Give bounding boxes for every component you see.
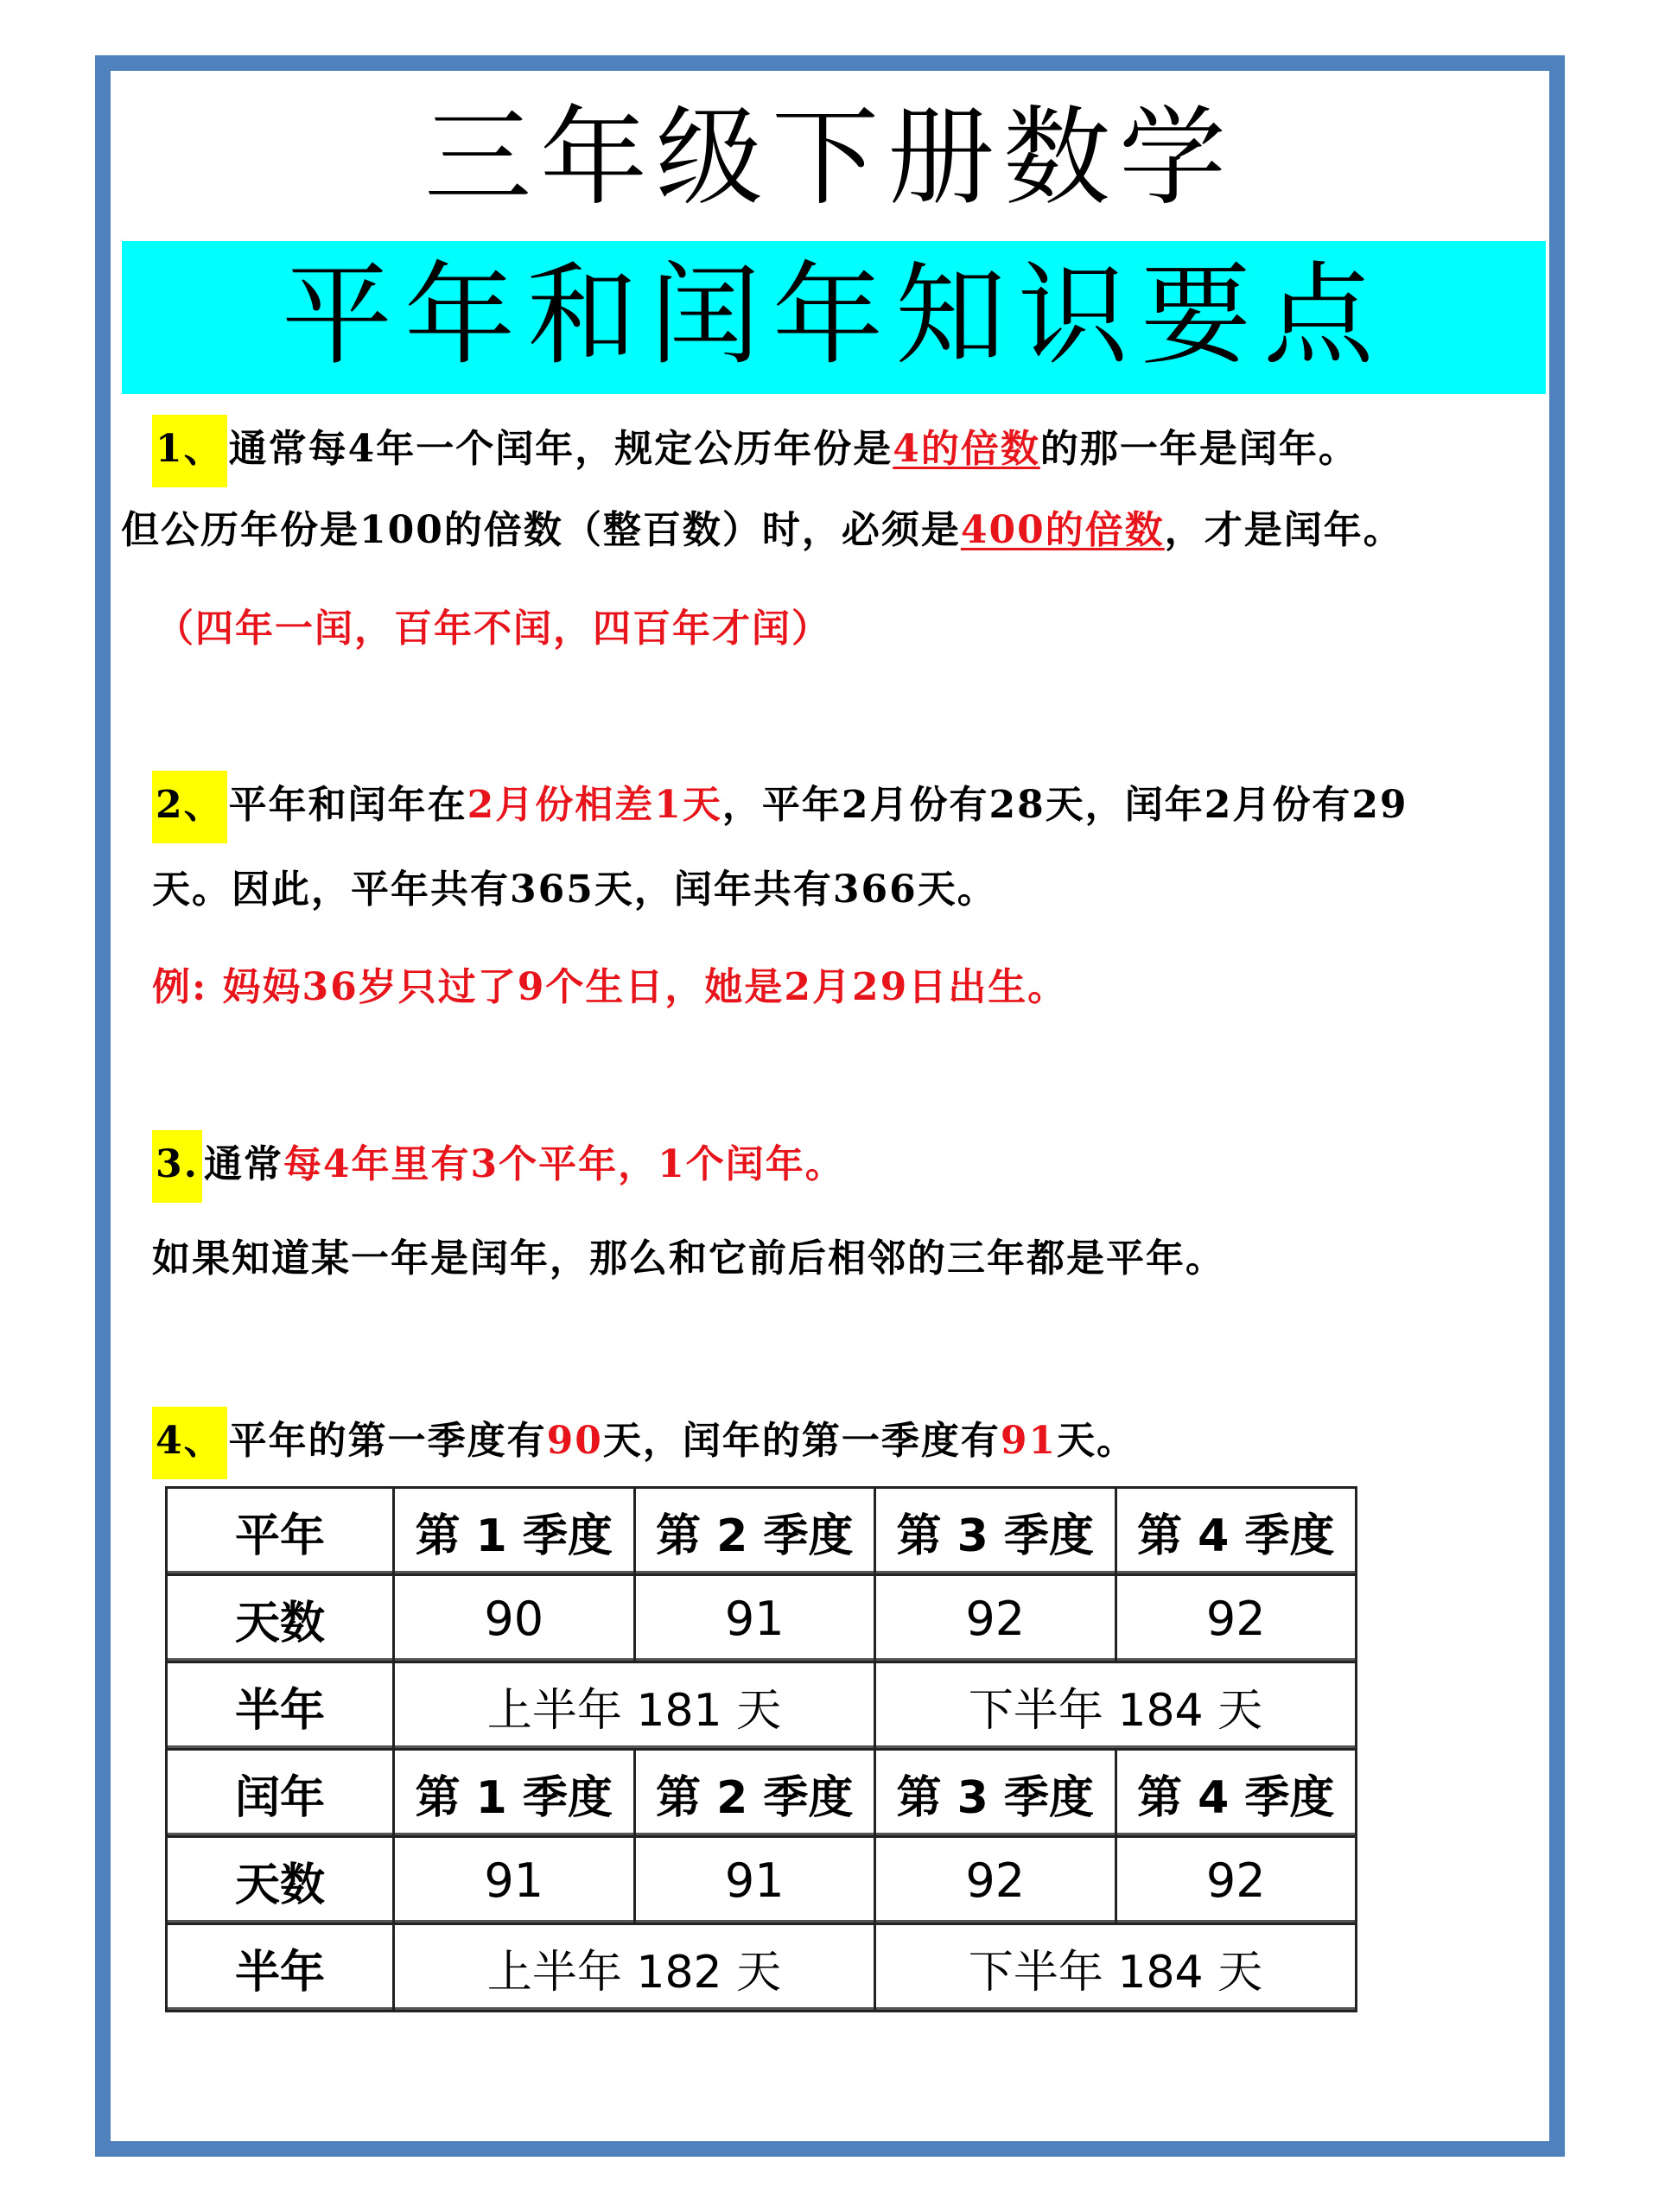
table-cell: 天数: [167, 1575, 394, 1662]
emphasis-text: 91: [1000, 1419, 1058, 1463]
table-cell: 第 2 季度: [634, 1488, 875, 1575]
table-cell: 91: [634, 1575, 875, 1662]
section-number-highlight: 2、: [152, 771, 227, 843]
table-row-leap-half: [167, 1924, 1357, 2012]
text: 天。: [1057, 1419, 1137, 1463]
text: 的那一年是闰年。: [1039, 427, 1358, 471]
table-row-leap-days: [167, 1837, 1357, 1924]
text: 通常每4年一个闰年，规定公历年份是: [228, 427, 893, 471]
table-cell: 半年: [167, 1924, 394, 2012]
text: 但公历年份是100的倍数（整百数）时，必须是: [121, 508, 961, 552]
table-cell: 92: [1116, 1575, 1357, 1662]
text: 天，闰年的第一季度有: [602, 1419, 1001, 1463]
emphasis-text: 2月份相差1天: [467, 783, 722, 827]
text: 平年的第一季度有: [228, 1419, 547, 1463]
table-cell: 天数: [167, 1837, 394, 1924]
table-row-common-header: [167, 1488, 1357, 1575]
table-cell: 上半年 181 天: [394, 1662, 875, 1750]
table-row-leap-header: [167, 1750, 1357, 1837]
emphasis-text: 4的倍数: [893, 427, 1040, 471]
table-cell: 第 3 季度: [875, 1750, 1116, 1837]
table-cell: 第 2 季度: [634, 1750, 875, 1837]
table-cell: 92: [1116, 1837, 1357, 1924]
table-row-common-half: [167, 1662, 1357, 1750]
table-cell: 平年: [167, 1488, 394, 1575]
table-cell: 92: [875, 1575, 1116, 1662]
table-cell: 上半年 182 天: [394, 1924, 875, 2012]
table-cell: 90: [394, 1575, 635, 1662]
section-number-highlight: 4、: [152, 1407, 227, 1479]
table-cell: 半年: [167, 1662, 394, 1750]
table-cell: 92: [875, 1837, 1116, 1924]
quarter-days-table: [165, 1486, 1357, 2012]
section-1-line-2: [121, 505, 1403, 556]
table-cell: 第 1 季度: [394, 1488, 635, 1575]
section-1-mnemonic: （四年一闰，百年不闰，四百年才闰）: [156, 607, 831, 651]
text: 通常: [203, 1142, 283, 1186]
subtitle-banner: [122, 241, 1546, 394]
section-number-highlight: 1、: [152, 415, 227, 487]
text: 平年和闰年在: [228, 783, 467, 827]
section-1-line-1: [152, 415, 1358, 487]
table-row-common-days: [167, 1575, 1357, 1662]
section-number-highlight: 3.: [152, 1130, 202, 1203]
section-3-line-2: 如果知道某一年是闰年，那么和它前后相邻的三年都是平年。: [152, 1236, 1225, 1281]
table-cell: 91: [394, 1837, 635, 1924]
table-cell: 第 3 季度: [875, 1488, 1116, 1575]
text: ，才是闰年。: [1164, 508, 1403, 552]
text: ，平年2月份有28天，闰年2月份有29: [721, 783, 1408, 827]
emphasis-text: 90: [546, 1419, 603, 1463]
section-2-example: 例: 妈妈36岁只过了9个生日，她是2月29日出生。: [152, 965, 1068, 1009]
section-3-line-1: [152, 1130, 845, 1203]
table-cell: 闰年: [167, 1750, 394, 1837]
table-cell: 下半年 184 天: [875, 1924, 1357, 2012]
emphasis-text: 每4年里有3个平年，1个闰年。: [283, 1142, 845, 1186]
table-cell: 第 4 季度: [1116, 1488, 1357, 1575]
table-cell: 下半年 184 天: [875, 1662, 1357, 1750]
table-cell: 第 1 季度: [394, 1750, 635, 1837]
section-2-line-1: [152, 771, 1408, 843]
table-cell: 91: [634, 1837, 875, 1924]
table-cell: 第 4 季度: [1116, 1750, 1357, 1837]
section-4-line-1: [152, 1407, 1136, 1479]
emphasis-text: 400的倍数: [960, 508, 1165, 552]
subtitle: 平年和闰年知识要点: [281, 251, 1386, 380]
section-2-line-2: 天。因此，平年共有365天，闰年共有366天。: [152, 868, 997, 912]
page-title: 三年级下册数学: [423, 96, 1235, 220]
